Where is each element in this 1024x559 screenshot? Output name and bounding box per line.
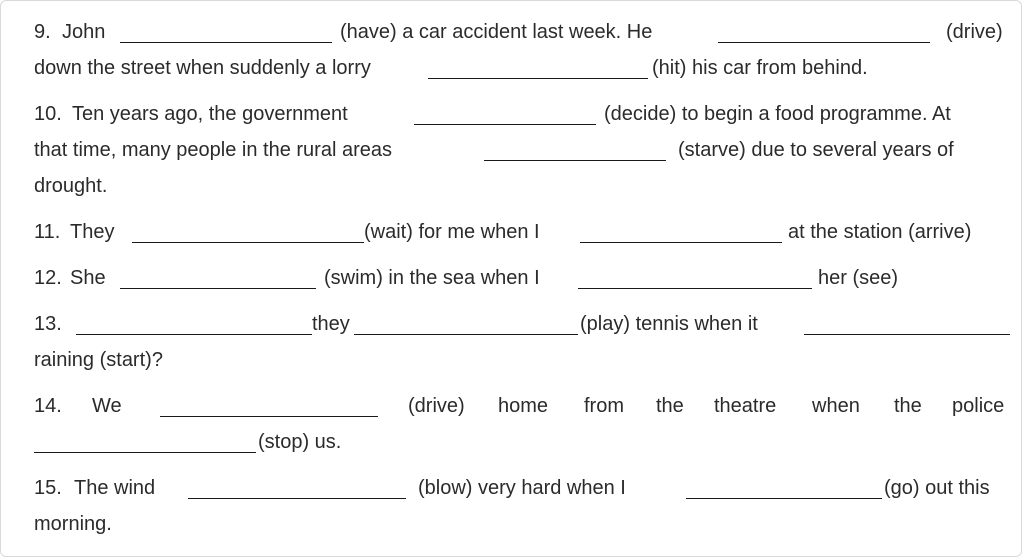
question-text: (go) out this bbox=[884, 477, 990, 499]
question-11-line-1 bbox=[34, 214, 1012, 250]
answer-blank-1[interactable] bbox=[132, 242, 364, 243]
worksheet bbox=[34, 14, 1012, 542]
question-word: from bbox=[584, 395, 624, 417]
answer-blank-1[interactable] bbox=[120, 288, 316, 289]
answer-blank-3[interactable] bbox=[804, 334, 1010, 335]
question-word: police bbox=[952, 395, 1005, 417]
answer-blank-1[interactable] bbox=[76, 334, 312, 335]
question-word: home bbox=[498, 395, 549, 417]
question-number: 15. bbox=[34, 477, 62, 499]
question-text: they bbox=[312, 313, 350, 335]
question-13-line-2 bbox=[34, 342, 1012, 378]
question-text: that time, many people in the rural areas bbox=[34, 139, 392, 161]
question-text: (have) a car accident last week. He bbox=[340, 21, 653, 43]
answer-blank-2[interactable] bbox=[718, 42, 930, 43]
answer-blank-2[interactable] bbox=[578, 288, 812, 289]
question-text: her (see) bbox=[818, 267, 899, 289]
question-number: 11. bbox=[34, 221, 61, 243]
answer-blank-2[interactable] bbox=[354, 334, 578, 335]
question-word: theatre bbox=[714, 395, 777, 417]
question-word: when bbox=[812, 395, 860, 417]
answer-blank-1[interactable] bbox=[188, 498, 406, 499]
answer-blank-1[interactable] bbox=[120, 42, 332, 43]
question-text: (stop) us. bbox=[258, 431, 342, 453]
question-10-line-3 bbox=[34, 168, 1012, 204]
question-text: morning. bbox=[34, 513, 112, 535]
question-13-line-1 bbox=[34, 306, 1012, 342]
question-text: at the station (arrive) bbox=[788, 221, 972, 243]
question-number: 13. bbox=[34, 313, 62, 335]
question-number: 14. bbox=[34, 395, 62, 417]
question-text: She bbox=[70, 267, 106, 289]
answer-blank-2[interactable] bbox=[580, 242, 782, 243]
question-12-line-1 bbox=[34, 260, 1012, 296]
question-14-line-2 bbox=[34, 424, 1012, 460]
question-text: John bbox=[62, 21, 106, 43]
question-number: 12. bbox=[34, 267, 62, 289]
question-text: drought. bbox=[34, 175, 108, 197]
question-10-line-2 bbox=[34, 132, 1012, 168]
question-text: (swim) in the sea when I bbox=[324, 267, 540, 289]
question-word: the bbox=[894, 395, 922, 417]
question-text: They bbox=[70, 221, 115, 243]
question-text: (hit) his car from behind. bbox=[652, 57, 868, 79]
question-word: the bbox=[656, 395, 684, 417]
question-text: Ten years ago, the government bbox=[72, 103, 348, 125]
question-15-line-2 bbox=[34, 506, 1012, 542]
question-9-line-1 bbox=[34, 14, 1012, 50]
question-text: (wait) for me when I bbox=[364, 221, 540, 243]
question-text: (blow) very hard when I bbox=[418, 477, 626, 499]
question-text: (play) tennis when it bbox=[580, 313, 758, 335]
question-9-line-2 bbox=[34, 50, 1012, 86]
answer-blank-1[interactable] bbox=[414, 124, 596, 125]
question-text: The wind bbox=[74, 477, 156, 499]
answer-blank-3[interactable] bbox=[428, 78, 648, 79]
question-14-line-1 bbox=[34, 388, 1012, 424]
question-10-line-1 bbox=[34, 96, 1012, 132]
answer-blank-2[interactable] bbox=[686, 498, 882, 499]
question-text: (drive) bbox=[946, 21, 1003, 43]
answer-blank-2[interactable] bbox=[34, 452, 256, 453]
question-text: raining (start)? bbox=[34, 349, 163, 371]
question-15-line-1 bbox=[34, 470, 1012, 506]
question-text: (decide) to begin a food programme. At bbox=[604, 103, 951, 125]
question-word: (drive) bbox=[408, 395, 465, 417]
question-text: down the street when suddenly a lorry bbox=[34, 57, 371, 79]
question-number: 9. bbox=[34, 21, 51, 43]
question-text: (starve) due to several years of bbox=[678, 139, 954, 161]
answer-blank-1[interactable] bbox=[160, 416, 378, 417]
question-number: 10. bbox=[34, 103, 62, 125]
question-word: We bbox=[92, 395, 122, 417]
answer-blank-2[interactable] bbox=[484, 160, 666, 161]
